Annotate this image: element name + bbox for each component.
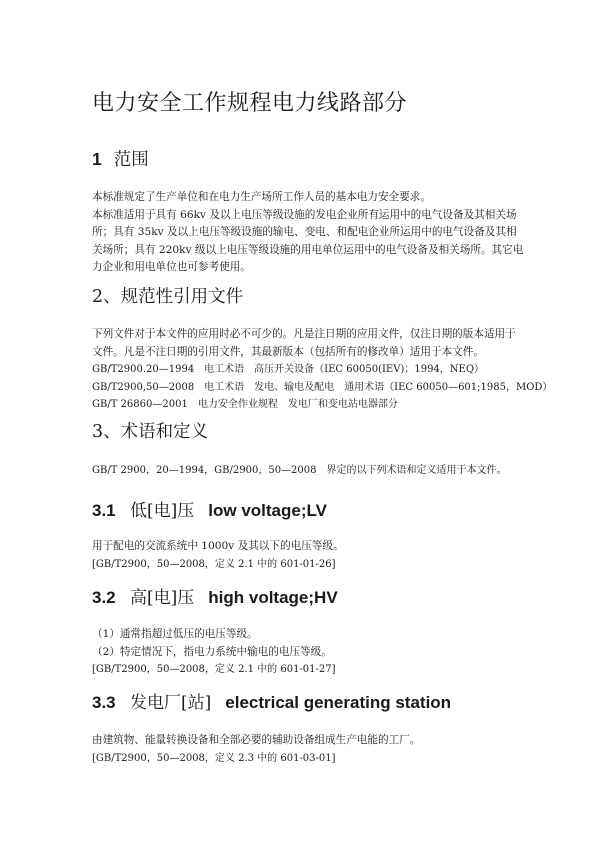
section-number: 3.2 xyxy=(92,588,116,607)
document-title: 电力安全工作规程电力线路部分 xyxy=(92,91,408,116)
section-3-3-body xyxy=(92,732,517,767)
reference-line: [GB/T2900，50—2008，定义 2.3 中的 601-03-01] xyxy=(92,752,336,764)
reference-line: GB/T2900,50—2008 电工术语 发电、输电及配电 通用术语（IEC 60050—601;1985，MOD） xyxy=(92,381,553,393)
section-3-heading xyxy=(92,418,208,443)
term-english: high voltage;HV xyxy=(208,588,338,607)
reference-line: GB/T2900.20—1994 电工术语 高压开关设备（IEC 60050(IEV)；1994，NEQ） xyxy=(92,364,485,376)
paragraph-line: （2）特定情况下，指电力系统中输电的电压等级。 xyxy=(92,645,332,658)
reference-line: [GB/T2900，50—2008，定义 2.1 中的 601-01-26] xyxy=(92,558,336,570)
section-1-heading xyxy=(92,146,149,171)
term-chinese: 发电厂[站] xyxy=(130,693,212,713)
term-chinese: 高[电]压 xyxy=(130,588,195,608)
section-number: 1 xyxy=(92,149,102,169)
section-3-2-body xyxy=(92,626,517,679)
section-number: 3.1 xyxy=(92,501,116,520)
paragraph-line: 关场所；具有 220kv 级以上电压等级设施的用电单位运用中的电气设备及相关场所。其它电 xyxy=(92,243,524,256)
paragraph-line: 力企业和用电单位也可参考使用。 xyxy=(92,261,251,274)
paragraph-line: 用于配电的交流系统中 1000v 及其以下的电压等级。 xyxy=(92,540,344,552)
term-english: low voltage;LV xyxy=(208,501,327,520)
section-title: 规范性引用文件 xyxy=(120,287,244,307)
paragraph-line: 下列文件对于本文件的应用时必不可少的。凡是注日期的应用文件，仅注日期的版本适用于 xyxy=(92,328,516,340)
section-3-2-heading xyxy=(92,583,338,608)
section-title: 术语和定义 xyxy=(120,422,209,442)
section-3-1-heading xyxy=(92,496,327,521)
paragraph-line: 由建筑物、能量转换设备和全部必要的辅助设备组成生产电能的工厂。 xyxy=(92,734,421,746)
section-3-1-body xyxy=(92,538,517,573)
section-number: 3、 xyxy=(92,422,121,442)
section-2-heading xyxy=(92,283,243,308)
paragraph-line: 本标准适用于具有 66kv 及以上电压等级设施的发电企业所有运用中的电气设备及其相关场 xyxy=(92,208,517,221)
term-chinese: 低[电]压 xyxy=(130,501,195,521)
paragraph-line: 所；具有 35kv 及以上电压等级设施的输电、变电、和配电企业所运用中的电气设备及其相 xyxy=(92,226,517,239)
section-1-body xyxy=(92,189,524,277)
paragraph-line: （1）通常指超过低压的电压等级。 xyxy=(92,628,258,640)
paragraph-line: 本标准规定了生产单位和在电力生产场所工作人员的基本电力安全要求。 xyxy=(92,191,431,203)
section-title: 范围 xyxy=(113,150,149,170)
section-number: 2、 xyxy=(92,287,121,307)
term-english: electrical generating station xyxy=(225,693,452,712)
reference-line: GB/T 26860—2001 电力安全作业规程 发电厂和变电站电器部分 xyxy=(92,399,398,411)
section-3-3-heading xyxy=(92,688,451,713)
section-2-body xyxy=(92,326,553,414)
paragraph-line: GB/T 2900，20—1994，GB/2900，50—2008 界定的以下列术语和定义适用于本文件。 xyxy=(92,465,507,476)
paragraph-line: 文件。凡是不注日期的引用文件，其最新版本（包括所有的修改单）适用于本文件。 xyxy=(92,345,484,358)
reference-line: [GB/T2900，50—2008，定义 2.1 中的 601-01-27] xyxy=(92,664,336,676)
section-3-body xyxy=(92,462,517,480)
section-number: 3.3 xyxy=(92,693,116,712)
